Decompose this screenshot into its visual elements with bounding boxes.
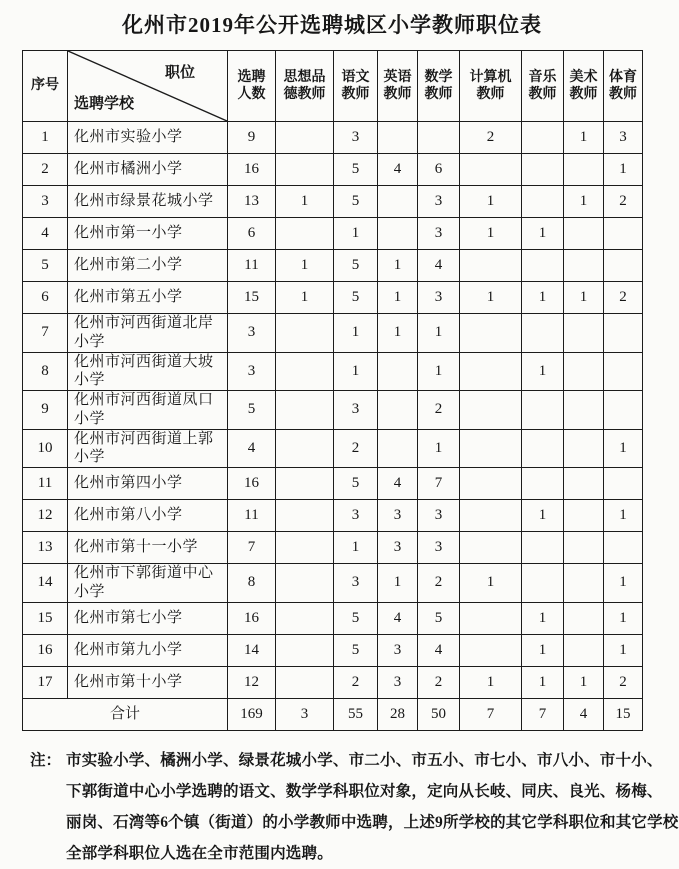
subject-cell: 1 [460,282,522,314]
subject-cell [460,429,522,468]
diag-label-school: 选聘学校 [74,96,135,113]
school-cell: 化州市绿景花城小学 [68,186,228,218]
subject-cell: 3 [378,634,418,666]
count-cell: 6 [228,218,276,250]
subject-cell: 1 [418,352,460,391]
subject-cell: 1 [522,666,564,698]
subject-cell [276,391,334,430]
subject-cell: 2 [418,391,460,430]
count-cell: 11 [228,250,276,282]
count-cell: 5 [228,391,276,430]
school-cell: 化州市橘洲小学 [68,154,228,186]
seq-cell: 8 [23,352,68,391]
subject-cell: 1 [564,282,604,314]
subject-cell: 4 [378,602,418,634]
subject-cell: 1 [276,250,334,282]
subject-cell [564,352,604,391]
footnote-line: 全部学科职位人选在全市范围内选聘。 [66,844,333,862]
subject-cell [564,468,604,500]
subject-cell [522,429,564,468]
subject-cell [604,218,643,250]
seq-cell: 3 [23,186,68,218]
total-english: 28 [378,698,418,730]
subject-cell: 2 [334,429,378,468]
count-cell: 4 [228,429,276,468]
subject-cell [276,352,334,391]
subject-cell: 1 [604,429,643,468]
subject-cell: 3 [334,122,378,154]
subject-cell: 3 [418,186,460,218]
table-row [23,122,643,154]
school-cell: 化州市第二小学 [68,250,228,282]
school-cell: 化州市河西街道大坡小学 [68,352,228,391]
count-cell: 16 [228,468,276,500]
footnote-line: 下郭街道中心小学选聘的语文、数学学科职位对象，定向从长岐、同庆、良光、杨梅、 [66,782,663,800]
subject-cell [378,352,418,391]
subject-cell [276,429,334,468]
subject-cell: 1 [378,282,418,314]
subject-cell: 1 [418,429,460,468]
table-row [23,532,643,564]
subject-cell: 1 [460,666,522,698]
subject-cell [378,429,418,468]
subject-cell: 1 [378,250,418,282]
seq-cell: 17 [23,666,68,698]
subject-cell [460,500,522,532]
col-header-subject-art: 美术教师 [564,51,604,122]
subject-cell [604,468,643,500]
count-cell: 9 [228,122,276,154]
table-row [23,468,643,500]
subject-cell: 1 [334,352,378,391]
school-cell: 化州市第十小学 [68,666,228,698]
subject-cell: 5 [334,154,378,186]
subject-cell [460,532,522,564]
subject-cell: 1 [334,314,378,353]
position-table [22,50,643,731]
subject-cell [604,532,643,564]
subject-cell [522,564,564,603]
subject-cell [604,352,643,391]
subject-cell [460,468,522,500]
subject-cell [564,429,604,468]
subject-cell: 7 [418,468,460,500]
subject-cell [604,391,643,430]
seq-cell: 16 [23,634,68,666]
col-header-subject-english: 英语教师 [378,51,418,122]
col-header-subject-music: 音乐教师 [522,51,564,122]
subject-cell: 1 [378,314,418,353]
subject-cell [522,250,564,282]
subject-cell [522,186,564,218]
table-row [23,564,643,603]
subject-cell: 1 [276,186,334,218]
seq-cell: 14 [23,564,68,603]
subject-cell [564,500,604,532]
col-header-diagonal [68,51,228,122]
subject-cell [276,634,334,666]
table-row [23,666,643,698]
subject-cell [276,218,334,250]
seq-cell: 13 [23,532,68,564]
subject-cell: 5 [334,602,378,634]
subject-cell: 5 [418,602,460,634]
subject-cell: 3 [378,666,418,698]
subject-cell: 3 [604,122,643,154]
subject-cell [460,602,522,634]
table-row [23,186,643,218]
seq-cell: 1 [23,122,68,154]
school-cell: 化州市第九小学 [68,634,228,666]
col-header-subject-pe: 体育教师 [604,51,643,122]
subject-cell: 3 [418,532,460,564]
school-cell: 化州市河西街道上郭小学 [68,429,228,468]
subject-cell: 1 [418,314,460,353]
subject-cell: 3 [334,564,378,603]
subject-cell [522,122,564,154]
seq-cell: 7 [23,314,68,353]
seq-cell: 11 [23,468,68,500]
footnote-line: 市实验小学、橘洲小学、绿景花城小学、市二小、市五小、市七小、市八小、市十小、 [66,751,663,769]
subject-cell [564,634,604,666]
school-cell: 化州市第四小学 [68,468,228,500]
count-cell: 3 [228,352,276,391]
subject-cell: 1 [604,634,643,666]
table-row [23,500,643,532]
subject-cell [378,122,418,154]
subject-cell: 1 [522,352,564,391]
subject-cell [460,314,522,353]
subject-cell: 1 [564,666,604,698]
subject-cell: 2 [418,666,460,698]
subject-cell: 1 [522,602,564,634]
subject-cell [522,391,564,430]
subject-cell [460,154,522,186]
footnote [30,745,679,869]
total-row [23,698,643,730]
subject-cell: 1 [564,186,604,218]
subject-cell: 5 [334,634,378,666]
subject-cell [276,122,334,154]
subject-cell: 5 [334,468,378,500]
seq-cell: 15 [23,602,68,634]
subject-cell: 1 [460,564,522,603]
subject-cell: 1 [460,186,522,218]
subject-cell [522,468,564,500]
subject-cell [604,250,643,282]
total-count: 169 [228,698,276,730]
total-chinese: 55 [334,698,378,730]
subject-cell: 2 [604,666,643,698]
total-label: 合计 [23,698,228,730]
count-cell: 16 [228,602,276,634]
subject-cell [564,314,604,353]
footnote-line: 丽岗、石湾等6个镇（街道）的小学教师中选聘，上述9所学校的其它学科职位和其它学校 [66,813,679,831]
subject-cell: 5 [334,282,378,314]
subject-cell [276,154,334,186]
subject-cell [378,218,418,250]
count-cell: 15 [228,282,276,314]
subject-cell [522,154,564,186]
subject-cell [276,564,334,603]
seq-cell: 2 [23,154,68,186]
school-cell: 化州市河西街道北岸小学 [68,314,228,353]
col-header-count: 选聘人数 [228,51,276,122]
seq-cell: 5 [23,250,68,282]
subject-cell: 1 [334,532,378,564]
subject-cell [378,186,418,218]
footnote-text [66,745,679,869]
total-moral: 3 [276,698,334,730]
document-page [0,9,679,862]
subject-cell [460,391,522,430]
subject-cell: 4 [418,634,460,666]
subject-cell: 1 [604,154,643,186]
seq-cell: 10 [23,429,68,468]
subject-cell: 2 [460,122,522,154]
school-cell: 化州市第七小学 [68,602,228,634]
count-cell: 11 [228,500,276,532]
subject-cell: 1 [564,122,604,154]
subject-cell [604,314,643,353]
subject-cell: 2 [604,186,643,218]
col-header-subject-computer: 计算机教师 [460,51,522,122]
col-header-subject-moral: 思想品德教师 [276,51,334,122]
table-row [23,429,643,468]
subject-cell [418,122,460,154]
subject-cell: 1 [604,564,643,603]
subject-cell: 3 [334,391,378,430]
table-row [23,218,643,250]
subject-cell: 1 [604,500,643,532]
subject-cell: 1 [460,218,522,250]
subject-cell [564,602,604,634]
subject-cell [378,391,418,430]
total-art: 4 [564,698,604,730]
school-cell: 化州市实验小学 [68,122,228,154]
table-row [23,602,643,634]
subject-cell: 3 [418,500,460,532]
subject-cell: 1 [522,634,564,666]
subject-cell [276,532,334,564]
col-header-subject-math: 数学教师 [418,51,460,122]
subject-cell [276,468,334,500]
school-cell: 化州市第一小学 [68,218,228,250]
school-cell: 化州市第五小学 [68,282,228,314]
subject-cell [564,250,604,282]
subject-cell: 3 [378,532,418,564]
subject-cell: 1 [522,218,564,250]
table-row [23,352,643,391]
subject-cell: 2 [418,564,460,603]
seq-cell: 9 [23,391,68,430]
diag-label-position: 职位 [164,65,195,81]
total-computer: 7 [460,698,522,730]
subject-cell [276,314,334,353]
total-music: 7 [522,698,564,730]
subject-cell [522,314,564,353]
subject-cell: 1 [604,602,643,634]
subject-cell: 3 [418,218,460,250]
subject-cell: 2 [604,282,643,314]
subject-cell [460,250,522,282]
subject-cell [460,634,522,666]
subject-cell: 1 [276,282,334,314]
subject-cell: 1 [378,564,418,603]
subject-cell: 1 [334,218,378,250]
count-cell: 16 [228,154,276,186]
subject-cell [522,532,564,564]
seq-cell: 4 [23,218,68,250]
subject-cell [564,154,604,186]
subject-cell: 4 [378,468,418,500]
subject-cell: 1 [522,282,564,314]
subject-cell [564,564,604,603]
school-cell: 化州市第十一小学 [68,532,228,564]
total-math: 50 [418,698,460,730]
subject-cell: 3 [378,500,418,532]
subject-cell [460,352,522,391]
school-cell: 化州市下郭街道中心小学 [68,564,228,603]
subject-cell: 4 [418,250,460,282]
subject-cell: 3 [418,282,460,314]
count-cell: 7 [228,532,276,564]
subject-cell: 2 [334,666,378,698]
subject-cell: 1 [522,500,564,532]
header-row [23,51,643,122]
subject-cell [564,218,604,250]
seq-cell: 6 [23,282,68,314]
table-row [23,154,643,186]
subject-cell [564,391,604,430]
count-cell: 12 [228,666,276,698]
subject-cell [276,602,334,634]
subject-cell: 4 [378,154,418,186]
count-cell: 3 [228,314,276,353]
col-header-subject-chinese: 语文教师 [334,51,378,122]
col-header-seq: 序号 [23,51,68,122]
page-title: 化州市2019年公开选聘城区小学教师职位表 [122,13,542,37]
table-row [23,250,643,282]
count-cell: 8 [228,564,276,603]
table-row [23,282,643,314]
subject-cell: 5 [334,250,378,282]
school-cell: 化州市第八小学 [68,500,228,532]
subject-cell [276,666,334,698]
subject-cell [276,500,334,532]
subject-cell: 5 [334,186,378,218]
footnote-label: 注： [30,751,62,769]
seq-cell: 12 [23,500,68,532]
table-row [23,391,643,430]
table-row [23,314,643,353]
total-pe: 15 [604,698,643,730]
subject-cell: 3 [334,500,378,532]
school-cell: 化州市河西街道凤口小学 [68,391,228,430]
subject-cell: 6 [418,154,460,186]
count-cell: 14 [228,634,276,666]
count-cell: 13 [228,186,276,218]
subject-cell [564,532,604,564]
table-row [23,634,643,666]
